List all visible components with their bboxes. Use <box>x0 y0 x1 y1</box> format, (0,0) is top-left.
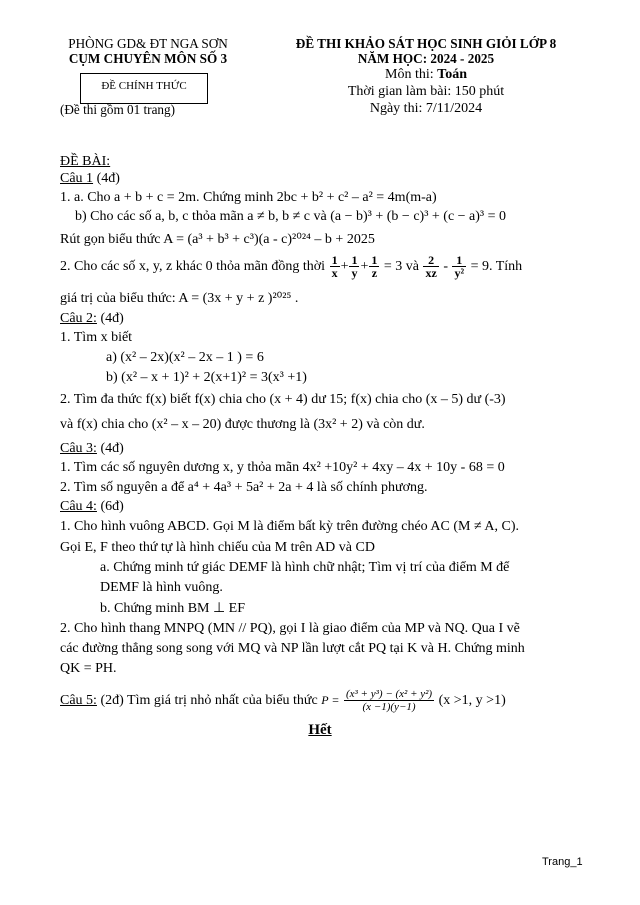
q1-part-b: b) Cho các số a, b, c thỏa mãn a ≠ b, b ≠ c và (a − b)³ + (b − c)³ + (c − a)³ = 0 <box>75 209 507 224</box>
q1-part-2 <box>60 253 522 281</box>
duration: Thời gian làm bài: 150 phút <box>347 84 505 99</box>
frac-num: 1 <box>331 253 338 268</box>
q5-fraction <box>344 688 434 713</box>
exam-date: Ngày thi: 7/11/2024 <box>369 101 483 116</box>
q5-p-label: P = <box>321 693 340 707</box>
subject-value: Toán <box>437 67 467 82</box>
q2-line-3: b) (x² – x + 1)² + 2(x+1)² = 3(x³ +1) <box>106 370 307 385</box>
q1-p2-mid2: = 9. Tính <box>470 259 523 274</box>
q4-line-2: Gọi E, F theo thứ tự là hình chiếu của M trên AD và CD <box>60 540 375 555</box>
fraction-1-over-y <box>349 254 359 279</box>
q3-line-1: 1. Tìm các số nguyên dương x, y thỏa mãn 4x² +10y² + 4xy – 4x + 10y - 68 = 0 <box>60 460 505 475</box>
frac-den: xz <box>425 266 437 281</box>
q5-title: Câu 5: <box>60 693 97 708</box>
q2-line-4: 2. Tìm đa thức f(x) biết f(x) chia cho (x + 4) dư 15; f(x) chia cho (x – 5) dư (-3) <box>60 392 506 407</box>
q4-line-7: các đường thẳng song song với MQ và NP lần lượt cắt PQ tại K và H. Chứng minh <box>60 641 525 656</box>
pages-note: (Đề thi gồm 01 trang) <box>60 102 175 117</box>
q4-line-8: QK = PH. <box>60 661 117 676</box>
q5-line <box>60 683 506 718</box>
cluster-name: CỤM CHUYÊN MÔN SỐ 3 <box>68 51 228 66</box>
q5-text: (2đ) Tìm giá trị nhỏ nhất của biểu thức <box>96 693 322 708</box>
q3-points: (4đ) <box>96 441 124 456</box>
q1-part-b-simplify: Rút gọn biểu thức A = (a³ + b³ + c³)(a - c)²⁰²⁴ – b + 2025 <box>60 232 375 247</box>
q1-p2-prefix: 2. Cho các số x, y, z khác 0 thỏa mãn đồng thời <box>60 259 326 274</box>
q2-points: (4đ) <box>96 311 124 326</box>
q2-line-1: 1. Tìm x biết <box>60 330 133 345</box>
frac-den: (x −1)(y−1) <box>362 701 416 714</box>
q4-line-1: 1. Cho hình vuông ABCD. Gọi M là điểm bất kỳ trên đường chéo AC (M ≠ A, C). <box>60 519 519 534</box>
q5-condition: (x >1, y >1) <box>438 693 506 708</box>
fraction-1-over-x <box>330 254 340 279</box>
q1-title: Câu 1 <box>60 171 94 186</box>
fraction-2-over-xz <box>423 254 438 279</box>
frac-num: 1 <box>351 253 358 268</box>
q4-title: Câu 4: <box>60 499 97 514</box>
exam-title: ĐỀ THI KHẢO SÁT HỌC SINH GIỎI LỚP 8 <box>295 36 557 51</box>
end-marker: Hết <box>308 722 332 738</box>
fraction-1-over-y2 <box>452 254 466 279</box>
q1-points: (4đ) <box>93 171 120 186</box>
q3-heading <box>60 441 124 457</box>
frac-den: x <box>331 266 338 281</box>
q4-line-5: b. Chứng minh BM ⊥ EF <box>100 601 246 616</box>
q2-title: Câu 2: <box>60 311 97 326</box>
page-footer: Trang_1 <box>542 856 583 868</box>
frac-den: y² <box>454 266 465 281</box>
q1-heading <box>60 171 120 187</box>
q2-line-2: a) (x² – 2x)(x² – 2x – 1 ) = 6 <box>106 350 264 365</box>
q4-line-3: a. Chứng minh tứ giác DEMF là hình chữ nhật; Tìm vị trí của điểm M để <box>100 560 510 575</box>
section-title: ĐỀ BÀI: <box>60 154 111 169</box>
q3-title: Câu 3: <box>60 441 97 456</box>
frac-num: 2 <box>423 254 438 267</box>
frac-num: (x³ + y³) − (x² + y²) <box>345 688 433 701</box>
q2-heading <box>60 311 124 327</box>
q4-line-4: DEMF là hình vuông. <box>100 580 223 595</box>
fraction-1-over-z <box>369 254 379 279</box>
frac-num: 1 <box>452 254 466 267</box>
q3-line-2: 2. Tìm số nguyên a để a⁴ + 4a³ + 5a² + 2a + 4 là số chính phương. <box>60 480 428 495</box>
plus-sign: + <box>340 259 349 274</box>
official-stamp-text: ĐỀ CHÍNH THỨC <box>101 80 187 92</box>
q1-p2-line2: giá trị của biểu thức: A = (3x + y + z )²⁰²⁵ . <box>60 291 299 306</box>
subject-label: Môn thi: <box>385 67 438 82</box>
school-year: NĂM HỌC: 2024 - 2025 <box>357 51 495 66</box>
frac-num: 1 <box>371 253 378 268</box>
q1-p2-mid1: = 3 và <box>383 259 419 274</box>
frac-den: z <box>371 266 378 281</box>
q4-line-6: 2. Cho hình thang MNPQ (MN // PQ), gọi I là giao điểm của MP và NQ. Qua I vẽ <box>60 621 520 636</box>
q1-part-a: 1. a. Cho a + b + c = 2m. Chứng minh 2bc + b² + c² – a² = 4m(m-a) <box>60 190 437 205</box>
q4-points: (6đ) <box>96 499 124 514</box>
q2-line-5: và f(x) chia cho (x² – x – 20) được thương là (3x² + 2) và còn dư. <box>60 417 425 432</box>
minus-sign: - <box>443 259 448 274</box>
official-stamp-box <box>80 73 208 104</box>
subject-line <box>276 67 576 83</box>
plus-sign: + <box>360 259 369 274</box>
dept-name: PHÒNG GD& ĐT NGA SƠN <box>68 36 228 51</box>
q4-heading <box>60 499 124 515</box>
frac-den: y <box>351 266 358 281</box>
